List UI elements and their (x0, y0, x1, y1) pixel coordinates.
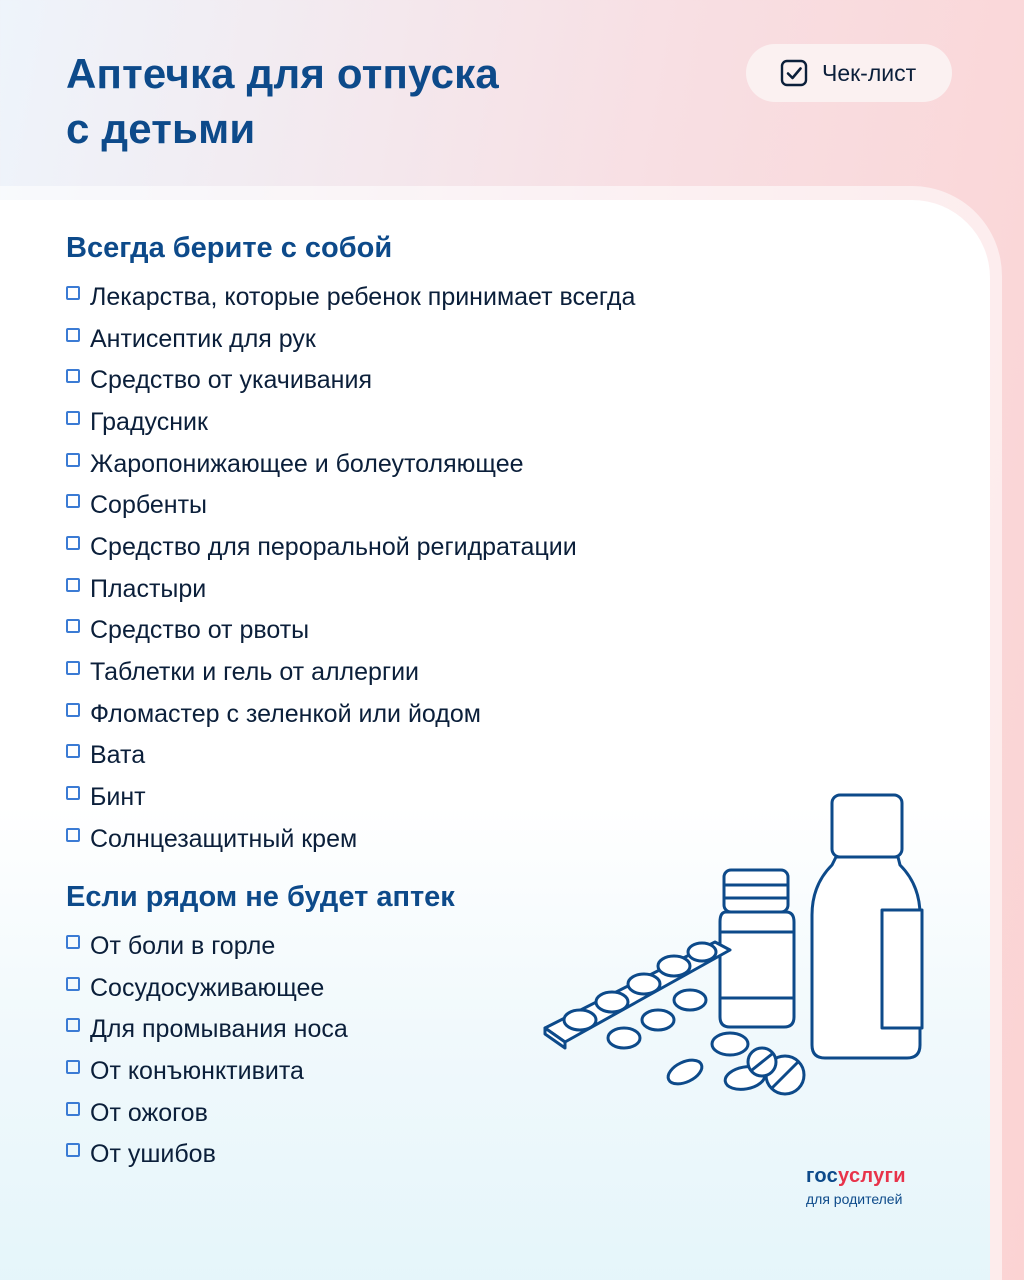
checklist (66, 276, 635, 860)
checklist-item (66, 1050, 455, 1092)
item-label: Бинт (90, 783, 146, 812)
checkbox-empty-icon (66, 536, 80, 550)
checkbox-empty-icon (66, 786, 80, 800)
checklist (66, 925, 455, 1175)
checkbox-empty-icon (66, 661, 80, 675)
item-label: Для промывания носа (90, 1015, 348, 1044)
item-label: Лекарства, которые ребенок принимает всегда (90, 282, 636, 311)
item-label: От боли в горле (90, 931, 276, 960)
checkbox-empty-icon (66, 328, 80, 342)
item-label: Вата (90, 741, 146, 770)
item-label: Средство для пероральной регидратации (90, 532, 577, 561)
checklist-item (66, 1008, 455, 1050)
item-label: Антисептик для рук (90, 324, 316, 353)
checklist-item (66, 1092, 455, 1134)
checklist-item (66, 526, 635, 568)
item-label: От ожогов (90, 1098, 208, 1127)
checklist-item (66, 693, 635, 735)
item-label: Пластыри (90, 574, 207, 603)
checkbox-empty-icon (66, 1060, 80, 1074)
logo-subtitle: для родителей (806, 1191, 903, 1207)
item-label: Фломастер с зеленкой или йодом (90, 699, 481, 728)
checklist-item (66, 967, 455, 1009)
item-label: Сосудосуживающее (90, 973, 325, 1002)
checklist-item (66, 1133, 455, 1175)
checklist-item (66, 443, 635, 485)
large-bottle-icon (812, 795, 922, 1058)
checkbox-empty-icon (66, 977, 80, 991)
checkbox-checked-icon (780, 59, 808, 87)
checklist-item (66, 651, 635, 693)
item-label: От конъюнктивита (90, 1056, 304, 1085)
title-line-2: с детьми (66, 105, 256, 152)
checkbox-empty-icon (66, 1102, 80, 1116)
item-label: Таблетки и гель от аллергии (90, 658, 420, 687)
checklist-item (66, 276, 635, 318)
checklist-item (66, 401, 635, 443)
checklist-item (66, 568, 635, 610)
checkbox-empty-icon (66, 828, 80, 842)
item-label: Средство от рвоты (90, 616, 310, 645)
item-label: Солнцезащитный крем (90, 824, 358, 853)
item-label: Жаропонижающее и болеутоляющее (90, 449, 524, 478)
section-title: Всегда берите с собой (66, 232, 393, 264)
section-always-take (66, 228, 635, 860)
checklist-item (66, 925, 455, 967)
small-bottle-icon (720, 870, 794, 1027)
logo-part-gos: гос (806, 1165, 839, 1187)
checklist-item (66, 484, 635, 526)
checkbox-empty-icon (66, 744, 80, 758)
section-no-pharmacy (66, 877, 455, 1175)
checkbox-empty-icon (66, 619, 80, 633)
checklist-badge (746, 44, 952, 102)
checkbox-empty-icon (66, 1143, 80, 1157)
item-label: Средство от укачивания (90, 366, 372, 395)
blister-pack-icon (545, 942, 730, 1048)
page-title (66, 46, 499, 156)
item-label: Градусник (90, 407, 208, 436)
checklist-item (66, 610, 635, 652)
checkbox-empty-icon (66, 369, 80, 383)
item-label: Сорбенты (90, 491, 208, 520)
badge-label: Чек-лист (822, 59, 917, 86)
checkbox-empty-icon (66, 935, 80, 949)
checkbox-empty-icon (66, 1018, 80, 1032)
checkbox-empty-icon (66, 703, 80, 717)
gosuslugi-logo (806, 1164, 906, 1208)
medicine-illustration (540, 790, 930, 1110)
checkbox-empty-icon (66, 286, 80, 300)
pills-icon (664, 1033, 804, 1094)
checklist-item (66, 735, 635, 777)
checklist-item (66, 318, 635, 360)
item-label: От ушибов (90, 1140, 216, 1169)
checkbox-empty-icon (66, 578, 80, 592)
title-line-1: Аптечка для отпуска (66, 50, 499, 97)
checkbox-empty-icon (66, 453, 80, 467)
logo-part-uslugi: услуги (838, 1165, 906, 1187)
checkbox-empty-icon (66, 494, 80, 508)
section-title: Если рядом не будет аптек (66, 881, 455, 913)
checkbox-empty-icon (66, 411, 80, 425)
logo-wordmark (806, 1164, 906, 1188)
checklist-item (66, 359, 635, 401)
